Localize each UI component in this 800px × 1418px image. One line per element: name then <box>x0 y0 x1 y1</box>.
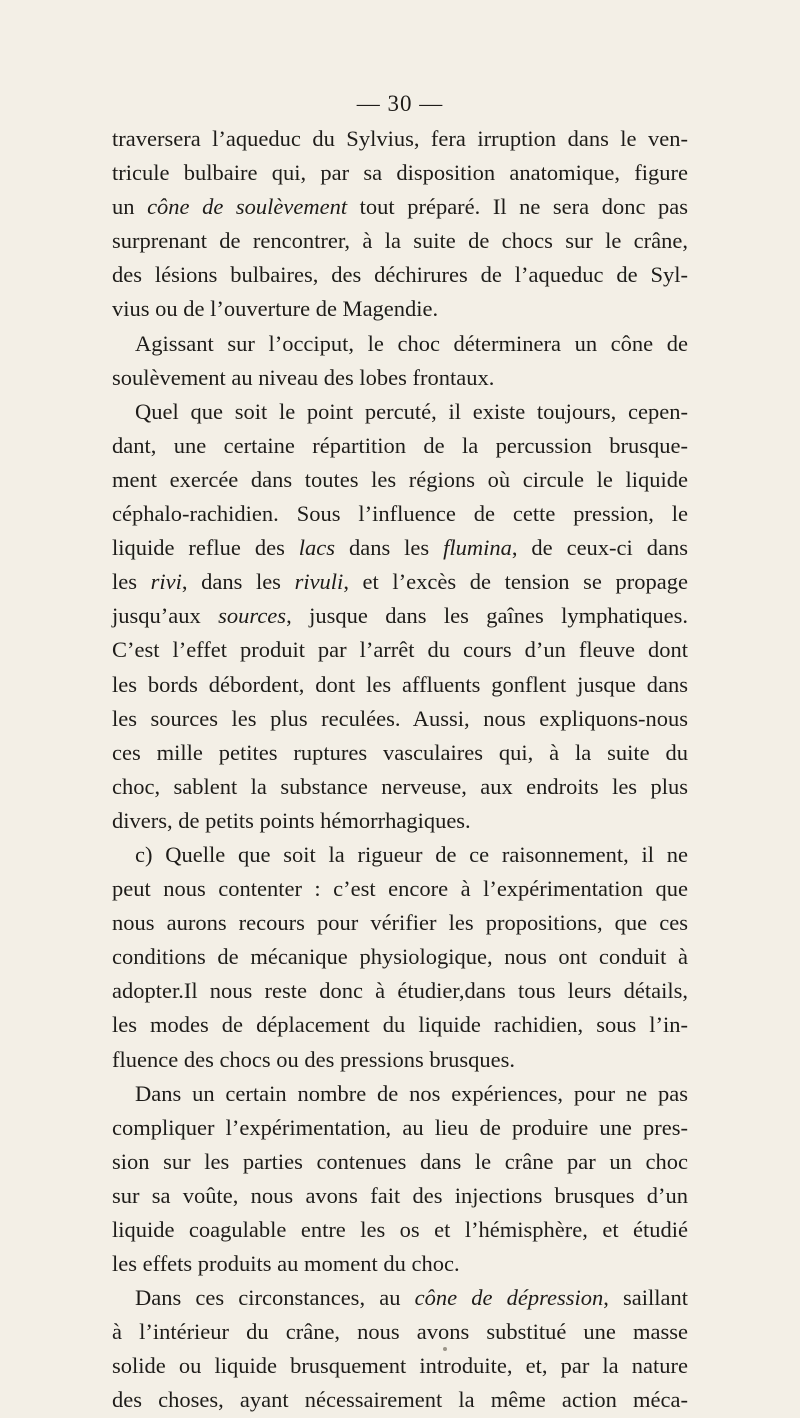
text-line <box>112 974 688 1008</box>
text-segment: conditions de mécanique physiologique, nous ont conduit à <box>112 944 688 970</box>
text-segment: , et l’excès de tension se propage <box>343 569 688 595</box>
text-segment: ment exercée dans toutes les régions où circule le liquide <box>112 466 688 492</box>
text-line <box>112 1145 688 1179</box>
text-line <box>112 1247 688 1281</box>
text-segment: à l’intérieur du crâne, nous avons substitué une masse <box>112 1319 688 1345</box>
text-segment: choc, sablent la substance nerveuse, aux endroits les plus <box>112 773 688 799</box>
text-segment: , saillant <box>603 1285 688 1311</box>
text-segment: peut nous contenter : c’est encore à l’expérimentation que <box>112 876 688 902</box>
text-segment: les sources les plus reculées. Aussi, nous expliquons-nous <box>112 705 688 731</box>
text-line <box>112 565 688 599</box>
text-segment: adopter.Il nous reste donc à étudier,dans tous leurs détails, <box>112 978 688 1004</box>
text-segment: un <box>112 194 148 220</box>
text-segment: les effets produits au moment du choc. <box>112 1251 460 1277</box>
text-segment: Agissant sur l’occiput, le choc déterminera un cône de <box>135 330 688 356</box>
text-line <box>112 872 688 906</box>
text-line <box>112 702 688 736</box>
text-line <box>112 258 688 292</box>
text-segment: liquide reflue des <box>112 535 299 561</box>
text-segment: tricule bulbaire qui, par sa disposition anatomique, figure <box>112 160 688 186</box>
text-segment: Quel que soit le point percuté, il existe toujours, cepen- <box>135 398 688 424</box>
text-segment: soulèvement au niveau des lobes frontaux. <box>112 364 495 390</box>
text-segment: traversera l’aqueduc du Sylvius, fera irruption dans le ven- <box>112 126 688 151</box>
text-line <box>112 224 688 258</box>
page-number: — 30 — <box>356 91 444 116</box>
text-segment: fluence des chocs ou des pressions brusques. <box>112 1046 516 1072</box>
text-line <box>112 770 688 804</box>
text-segment: liquide coagulable entre les os et l’hémisphère, et étudié <box>112 1217 688 1242</box>
text-line <box>112 940 688 974</box>
text-segment: dans les <box>335 535 444 561</box>
text-segment: solide ou liquide brusquement introduite, et, par la nature <box>112 1353 688 1379</box>
italic-term: rivi <box>150 569 182 595</box>
body-text <box>112 122 688 1418</box>
text-segment: divers, de petits points hémorrhagiques. <box>112 807 471 833</box>
text-line <box>112 736 688 770</box>
text-line <box>112 906 688 940</box>
text-segment: sur sa voûte, nous avons fait des injections brusques d’un <box>112 1182 688 1208</box>
text-segment: les <box>112 569 151 595</box>
text-segment: les modes de déplacement du liquide rachidien, sous l’in- <box>112 1012 688 1038</box>
text-line <box>112 838 688 872</box>
text-line <box>112 804 688 838</box>
italic-term: lacs <box>298 535 336 561</box>
text-line <box>112 1111 688 1145</box>
text-segment: vius ou de l’ouverture de Magendie. <box>112 296 439 322</box>
text-segment: Dans ces circonstances, au <box>135 1285 415 1311</box>
text-segment: des lésions bulbaires, des déchirures de l’aqueduc de Syl- <box>112 262 688 288</box>
italic-term: sources <box>218 603 287 629</box>
text-segment: céphalo-rachidien. Sous l’influence de cette pression, le <box>112 501 688 527</box>
text-segment: compliquer l’expérimentation, au lieu de produire une pres- <box>112 1114 688 1140</box>
italic-term: flumina <box>443 535 512 561</box>
text-segment: nous aurons recours pour vérifier les propositions, que ces <box>112 910 688 936</box>
text-line <box>112 395 688 429</box>
text-segment: jusqu’aux <box>112 603 219 629</box>
text-segment: des choses, ayant nécessairement la même action méca- <box>112 1387 688 1413</box>
text-line <box>112 1315 688 1349</box>
text-segment: surprenant de rencontrer, à la suite de chocs sur le crâne, <box>112 228 688 254</box>
italic-term: cône de dépression <box>414 1285 604 1311</box>
text-segment: les bords débordent, dont les affluents gonflent jusque dans <box>112 671 688 697</box>
text-segment: C’est l’effet produit par l’arrêt du cours d’un fleuve dont <box>112 637 688 663</box>
italic-term: rivuli <box>294 569 344 595</box>
text-line <box>112 190 688 224</box>
text-segment: tout préparé. Il ne sera donc pas <box>347 194 688 220</box>
text-segment: c) Quelle que soit la rigueur de ce raisonnement, il ne <box>135 841 688 867</box>
text-segment: , de ceux-ci dans <box>511 535 688 561</box>
text-line <box>112 463 688 497</box>
text-segment: , jusque dans les gaînes lymphatiques. <box>286 603 688 629</box>
text-line <box>112 497 688 531</box>
text-line <box>112 668 688 702</box>
text-line <box>112 1213 688 1247</box>
text-line <box>112 361 688 395</box>
text-line <box>112 292 688 326</box>
print-speck <box>443 1347 447 1351</box>
text-line <box>112 429 688 463</box>
text-line <box>112 599 688 633</box>
text-line <box>112 1179 688 1213</box>
text-line <box>112 156 688 190</box>
italic-term: cône de soulèvement <box>147 194 348 220</box>
text-segment: sion sur les parties contenues dans le crâne par un choc <box>112 1148 688 1174</box>
text-line <box>112 1043 688 1077</box>
text-line <box>112 531 688 565</box>
text-line <box>112 1349 688 1383</box>
text-segment: Dans un certain nombre de nos expériences, pour ne pas <box>135 1080 688 1106</box>
text-segment: dant, une certaine répartition de la percussion brusque- <box>112 432 688 458</box>
text-line <box>112 1008 688 1042</box>
text-line <box>112 1281 688 1315</box>
text-line <box>112 327 688 361</box>
text-line <box>112 1383 688 1417</box>
text-line <box>112 122 688 156</box>
text-segment: , dans les <box>181 569 295 595</box>
text-line <box>112 1077 688 1111</box>
text-line <box>112 633 688 667</box>
text-segment: ces mille petites ruptures vasculaires qui, à la suite du <box>112 739 688 765</box>
